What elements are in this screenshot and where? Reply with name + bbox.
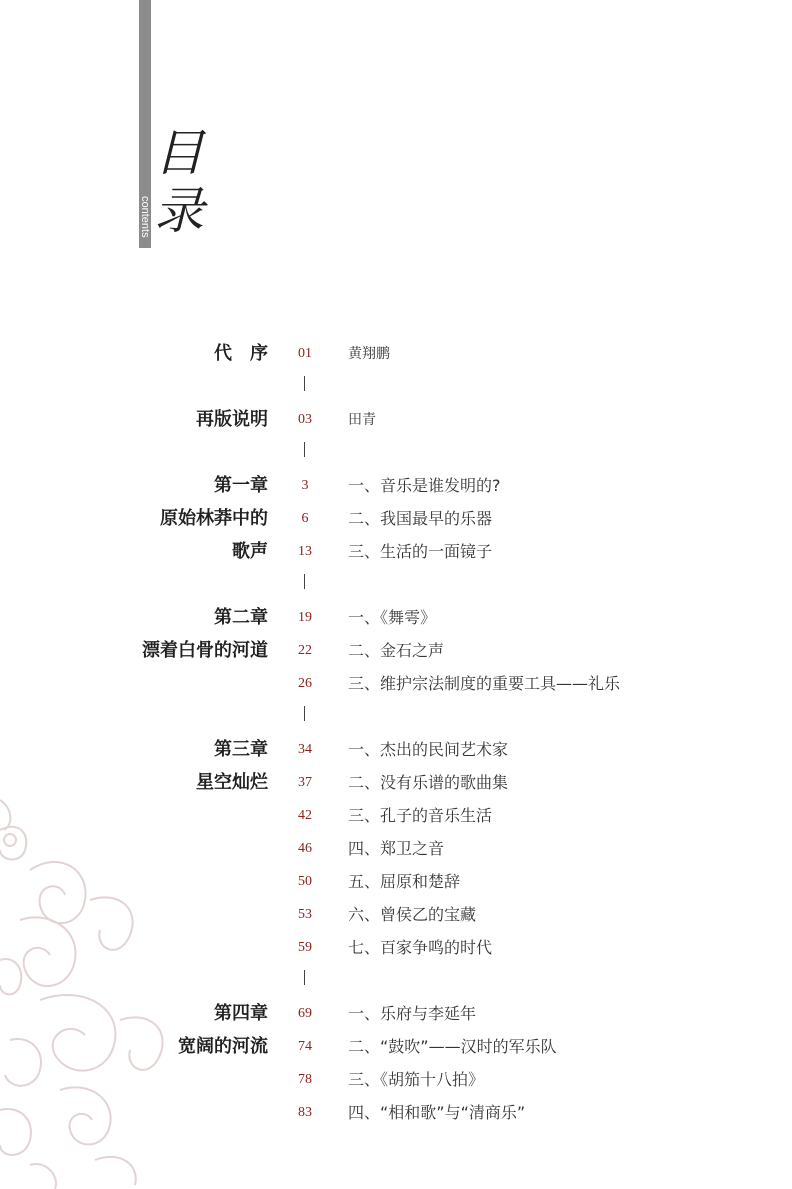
toc-section-label: 第三章: [214, 739, 268, 760]
toc-row[interactable]: [0, 668, 792, 701]
toc-entry-title[interactable]: 三、《胡笳十八拍》: [348, 1070, 485, 1089]
toc-section-label: 宽阔的河流: [178, 1036, 268, 1057]
toc-page-number: 26: [298, 676, 312, 691]
toc-row[interactable]: [0, 932, 792, 965]
toc-page-number: 74: [298, 1039, 312, 1054]
toc-entry-title[interactable]: 二、“鼓吹”——汉时的军乐队: [348, 1037, 557, 1056]
toc-row[interactable]: [0, 734, 792, 767]
page-title: [154, 124, 224, 240]
toc-section-label: 第四章: [214, 1003, 268, 1024]
separator: [304, 376, 305, 391]
toc-entry-title[interactable]: 二、我国最早的乐器: [348, 509, 493, 528]
toc-entry-title[interactable]: 黄翔鹏: [348, 346, 390, 362]
toc-row[interactable]: [0, 899, 792, 932]
toc-entry-title[interactable]: 三、生活的一面镜子: [348, 542, 493, 561]
toc-row[interactable]: [0, 470, 792, 503]
toc-row[interactable]: [0, 800, 792, 833]
separator: [304, 574, 305, 589]
toc-page-number: 3: [301, 478, 309, 493]
toc-row[interactable]: [0, 833, 792, 866]
toc-section-label: 歌声: [232, 541, 268, 562]
toc-entry-title[interactable]: 四、郑卫之音: [348, 839, 445, 858]
toc-page-number: 13: [298, 544, 312, 559]
title-char-2: 录: [154, 182, 204, 240]
toc-page-number: 78: [298, 1072, 312, 1087]
toc-entry-title[interactable]: 七、百家争鸣的时代: [348, 938, 493, 957]
toc-row[interactable]: [0, 404, 792, 437]
toc-section-label: 漂着白骨的河道: [142, 640, 268, 661]
toc-page-number: 69: [298, 1006, 312, 1021]
toc-page-number: 03: [298, 412, 312, 427]
toc-entry-title[interactable]: 三、维护宗法制度的重要工具——礼乐: [348, 674, 621, 693]
toc-row[interactable]: [0, 338, 792, 371]
toc-page-number: 46: [298, 841, 312, 856]
toc-section-label: 星空灿烂: [196, 772, 268, 793]
toc-entry-title[interactable]: 六、曾侯乙的宝藏: [348, 905, 477, 924]
toc-entry-title[interactable]: 一、音乐是谁发明的?: [348, 476, 501, 495]
toc-entry-title[interactable]: 三、孔子的音乐生活: [348, 806, 493, 825]
toc-page-number: 42: [298, 808, 312, 823]
toc-entry-title[interactable]: 田青: [348, 412, 376, 428]
toc-page-number: 19: [298, 610, 312, 625]
toc-page-number: 53: [298, 907, 312, 922]
toc-page-number: 59: [298, 940, 312, 955]
separator: [304, 970, 305, 985]
toc-entry-title[interactable]: 一、《舞雩》: [348, 608, 437, 627]
toc-entry-title[interactable]: 一、乐府与李延年: [348, 1004, 477, 1023]
toc-entry-title[interactable]: 一、杰出的民间艺术家: [348, 740, 509, 759]
toc-section-label: 第一章: [214, 475, 268, 496]
toc-row[interactable]: [0, 1064, 792, 1097]
toc-row[interactable]: [0, 1097, 792, 1130]
toc-page-number: 6: [301, 511, 309, 526]
title-char-1: 目: [154, 124, 204, 182]
toc-row[interactable]: [0, 536, 792, 569]
separator: [304, 442, 305, 457]
toc-section-label: 再版说明: [196, 409, 268, 430]
toc-row[interactable]: [0, 602, 792, 635]
toc-entry-title[interactable]: 二、没有乐谱的歌曲集: [348, 773, 509, 792]
toc-row[interactable]: [0, 767, 792, 800]
toc-page-number: 50: [298, 874, 312, 889]
toc-entry-title[interactable]: 二、金石之声: [348, 641, 445, 660]
toc-page-number: 22: [298, 643, 312, 658]
toc-section-label: 第二章: [214, 607, 268, 628]
separator: [304, 706, 305, 721]
toc-page-number: 34: [298, 742, 312, 757]
toc-section-label: 代 序: [214, 343, 268, 364]
toc-entry-title[interactable]: 四、“相和歌”与“清商乐”: [348, 1103, 526, 1122]
toc-page-number: 37: [298, 775, 312, 790]
side-word: contents: [139, 196, 151, 238]
toc-row[interactable]: [0, 503, 792, 536]
toc-row[interactable]: [0, 866, 792, 899]
toc-row[interactable]: [0, 1031, 792, 1064]
toc-section-label: 原始林莽中的: [160, 508, 268, 529]
toc-entry-title[interactable]: 五、屈原和楚辞: [348, 872, 461, 891]
toc-row[interactable]: [0, 635, 792, 668]
toc-page-number: 01: [298, 346, 312, 361]
toc-page-number: 83: [298, 1105, 312, 1120]
toc-row[interactable]: [0, 998, 792, 1031]
